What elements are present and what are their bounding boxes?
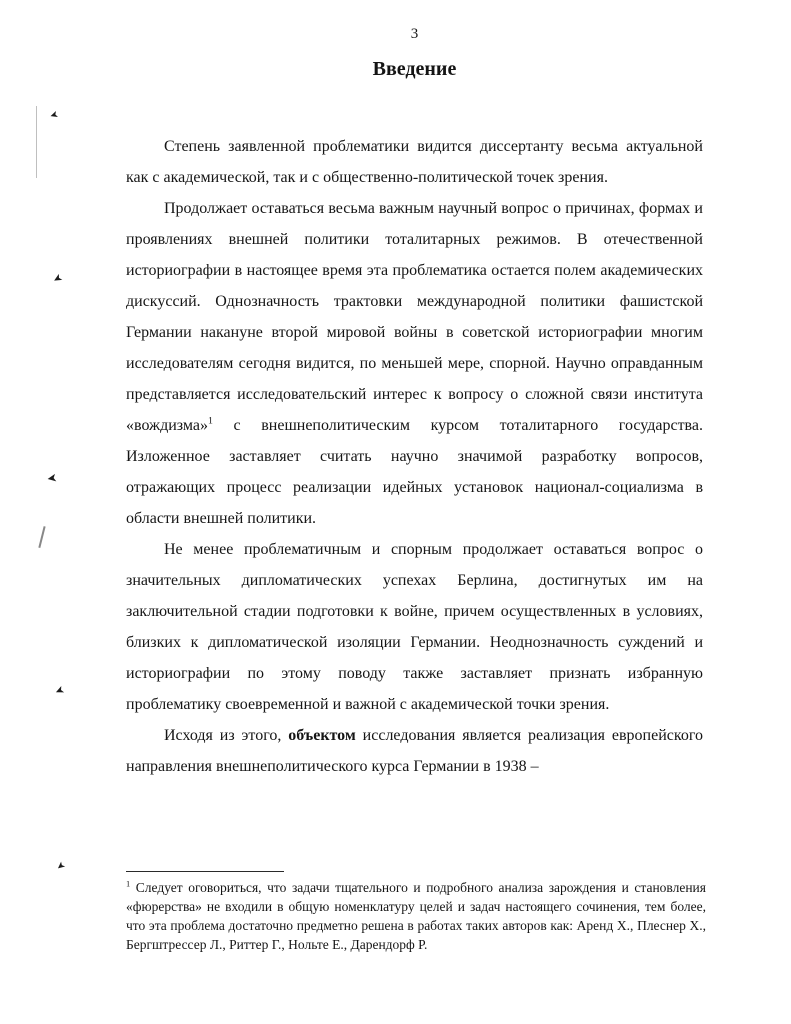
- paragraph-bold-term: объектом: [288, 727, 356, 744]
- paragraph: [126, 131, 703, 193]
- paragraph-text: Продолжает оставаться весьма важным научный вопрос о причинах, формах и проявлениях внешней политики тоталитарных режимов. В отечественной историографии в настоящее время эта проблематика остается полем академических дискуссий. Однозначность трактовки международной политики фашистской Германии накануне второй мировой войны в советской историографии многим исследователям сегодня видится, по меньшей мере, спорной. Научно оправданным представляется исследовательский интерес к вопросу о сложной связи института «вождизма»: [126, 200, 703, 434]
- paragraph-text: с внешнеполитическим курсом тоталитарного государства. Изложенное заставляет считать научно значимой разработку вопросов, отражающих процесс реализации идейных установок национал-социализма в области внешней политики.: [126, 417, 703, 527]
- footnote-reference: 1: [208, 415, 213, 427]
- paragraph-text: Степень заявленной проблематики видится диссертанту весьма актуальной как с академической, так и с общественно-политической точек зрения.: [126, 138, 703, 186]
- footnote-text: Следует оговориться, что задачи тщательного и подробного анализа зарождения и становления «фюрерства» не входили в общую номенклатуру целей и задач настоящего сочинения, тем более, что эта проблема достаточно предметно решена в работах таких авторов как: Аренд Х., Плеснер Х., Бергштрессер Л., Риттер Г., Нольте Е., Дарендорф Р.: [126, 880, 706, 952]
- paragraph: [126, 534, 703, 720]
- margin-mark-icon: ➤: [53, 683, 67, 699]
- page-content: [126, 131, 703, 782]
- scan-slash-artifact: [38, 526, 45, 548]
- paragraph-text: исследования является реализация европейского направления внешнеполитического курса Германии в 1938 –: [126, 727, 703, 775]
- footnote-separator: [126, 871, 284, 872]
- page-number: 3: [410, 26, 419, 42]
- scan-line-artifact: [36, 106, 37, 178]
- margin-mark-icon: ➤: [54, 859, 68, 874]
- page-title: Введение: [372, 58, 457, 80]
- paragraph: [126, 720, 703, 782]
- margin-mark-icon: ➤: [45, 470, 59, 486]
- paragraph: [126, 193, 703, 534]
- margin-mark-icon: ➤: [48, 108, 60, 123]
- margin-mark-icon: ➤: [50, 271, 65, 287]
- paragraph-text: Не менее проблематичным и спорным продолжает оставаться вопрос о значительных дипломатических успехах Берлина, достигнутых им на заключительной стадии подготовки к войне, причем осуществленных в условиях, близких к дипломатической изоляции Германии. Неоднозначность суждений и историографии по этому поводу также заставляет признать избранную проблематику своевременной и важной с академической точки зрения.: [126, 541, 703, 713]
- footnote: [126, 878, 706, 954]
- footnote-number: 1: [126, 879, 131, 889]
- paragraph-text: Исходя из этого,: [164, 727, 289, 744]
